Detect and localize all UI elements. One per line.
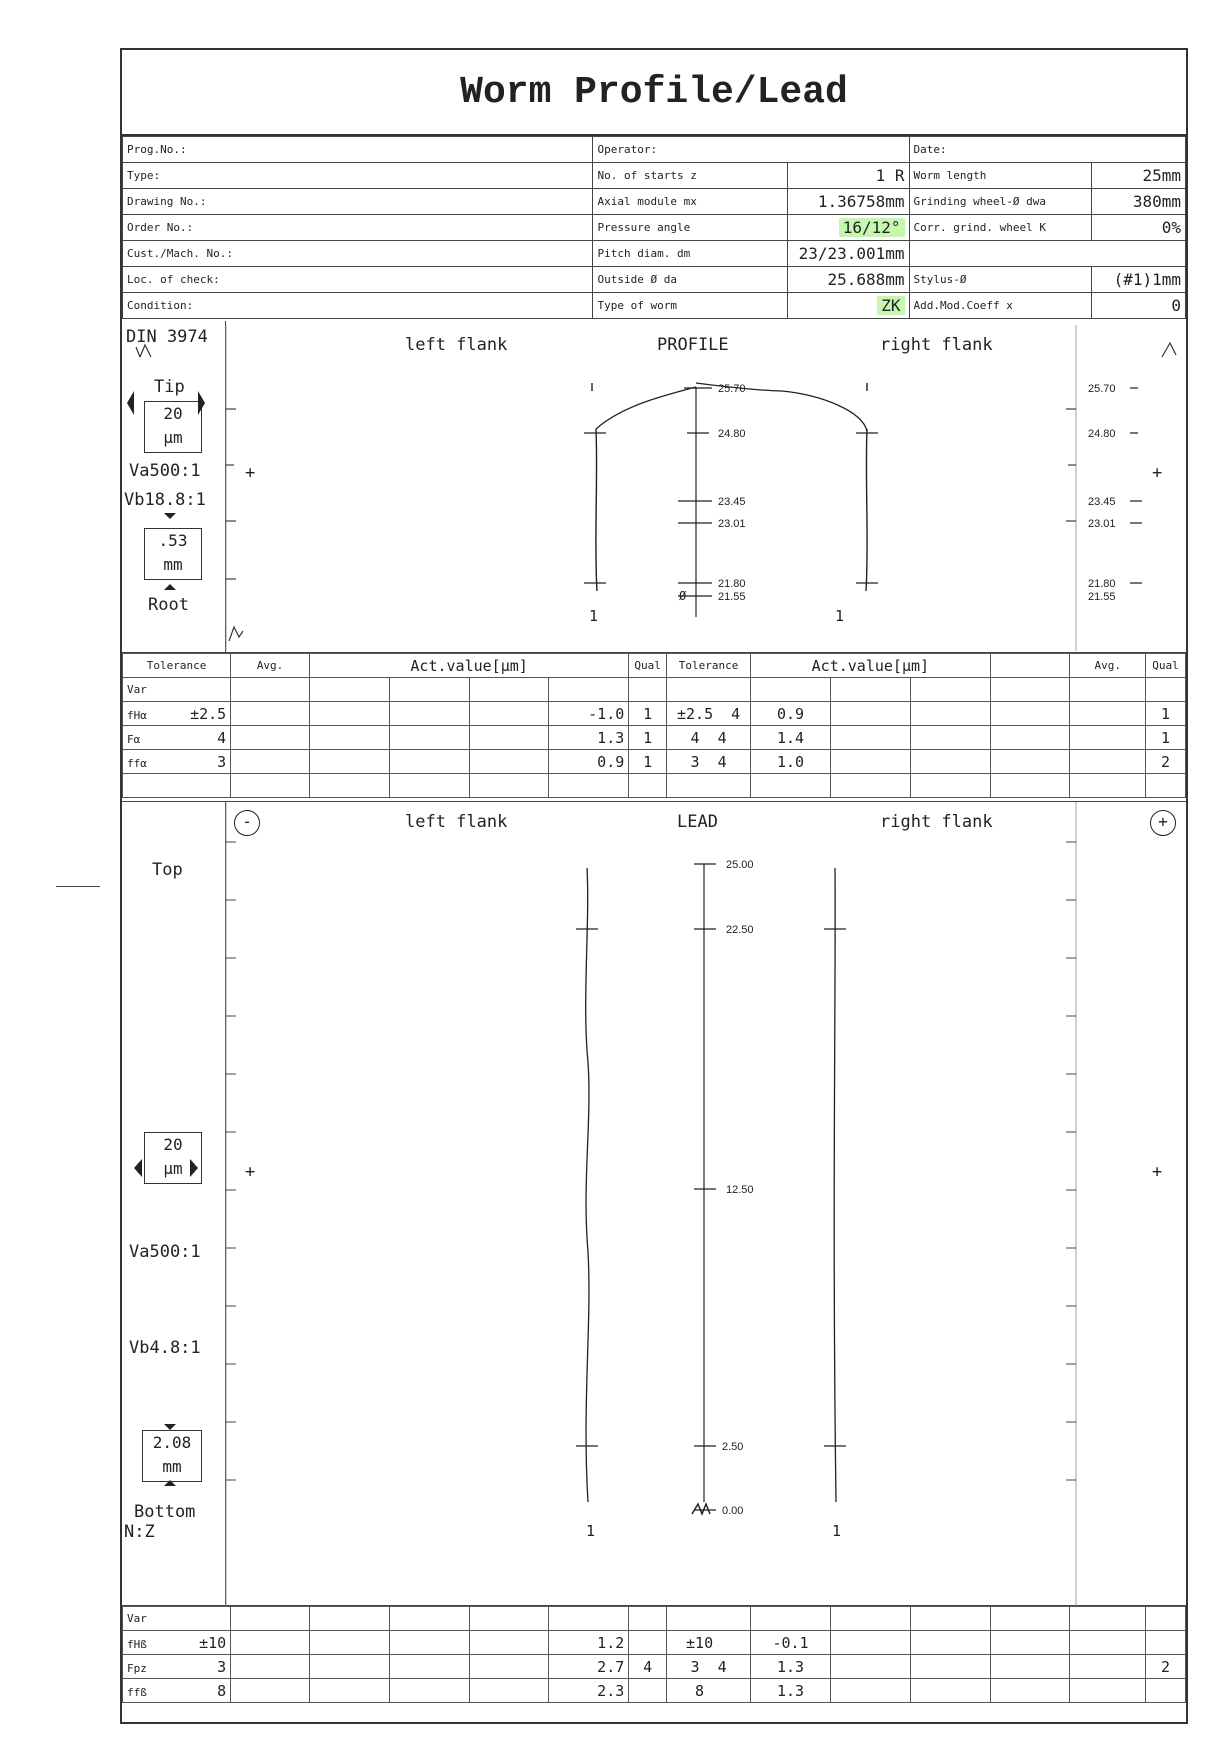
nz-label: N:Z bbox=[124, 1522, 155, 1542]
tip-label: Tip bbox=[154, 377, 185, 397]
profile-scale-a: 20 µm bbox=[144, 401, 202, 453]
top-label: Top bbox=[152, 860, 183, 880]
profile-ticks bbox=[122, 321, 1190, 653]
stylus-label: Stylus-Ø bbox=[909, 267, 1092, 293]
plus-circle-icon: + bbox=[1150, 810, 1176, 836]
prog-no-label: Prog.No.: bbox=[123, 137, 593, 163]
th-tolerance-right: Tolerance bbox=[667, 654, 751, 678]
profile-title: PROFILE bbox=[657, 335, 729, 355]
din-standard: DIN 3974 bbox=[126, 327, 208, 347]
profile-table bbox=[122, 653, 1186, 798]
scale-arrow-icon bbox=[134, 1159, 198, 1177]
th-tolerance-left: Tolerance bbox=[123, 654, 231, 678]
profile-tick-label-right: 24.80 bbox=[1088, 428, 1116, 440]
table-row: fHß ±10 1.2 ±10 -0.1 bbox=[123, 1631, 1186, 1655]
table-row: Fα 4 1.3 1 4 4 1.4 1 bbox=[123, 726, 1186, 750]
condition-label: Condition: bbox=[123, 293, 593, 319]
order-no-label: Order No.: bbox=[123, 215, 593, 241]
pitch-value: 23/23.001mm bbox=[787, 241, 909, 267]
gear-icon bbox=[692, 1504, 710, 1514]
loc-check-label: Loc. of check: bbox=[123, 267, 593, 293]
lead-table bbox=[122, 1606, 1186, 1703]
th-qual-right: Qual bbox=[1146, 654, 1186, 678]
corr-label: Corr. grind. wheel K bbox=[909, 215, 1092, 241]
lead-frame bbox=[226, 802, 1076, 1607]
profile-va: Va500:1 bbox=[129, 461, 201, 481]
bottom-label: Bottom bbox=[134, 1502, 196, 1522]
profile-tick-label: 23.01 bbox=[718, 518, 746, 530]
var-label: Var bbox=[123, 1607, 231, 1631]
grinding-value: 380mm bbox=[1092, 189, 1186, 215]
root-label: Root bbox=[148, 595, 189, 615]
report-title: Worm Profile/Lead bbox=[122, 50, 1186, 136]
lead-left-num: 1 bbox=[586, 1522, 596, 1540]
var-label: Var bbox=[123, 678, 231, 702]
th-avg-right: Avg. bbox=[1070, 654, 1146, 678]
lead-tick-label: 22.50 bbox=[726, 924, 754, 936]
th-act-value-right: Act.value[µm] bbox=[751, 654, 990, 678]
starts-label: No. of starts z bbox=[593, 163, 787, 189]
lead-right-trace bbox=[834, 868, 836, 1502]
lead-section bbox=[122, 801, 1186, 1606]
lead-left-trace bbox=[586, 868, 589, 1502]
profile-tick-label-right: 21.55 bbox=[1088, 591, 1116, 603]
profile-tick-label: 21.80 bbox=[718, 578, 746, 590]
th-avg-left: Avg. bbox=[231, 654, 310, 678]
table-row: ffß 8 2.3 8 1.3 bbox=[123, 1679, 1186, 1703]
profile-vb: Vb18.8:1 bbox=[124, 490, 206, 510]
profile-plus-right: + bbox=[1152, 463, 1163, 483]
lead-graph bbox=[122, 802, 1190, 1607]
type-worm-value: ZK bbox=[877, 296, 904, 315]
lead-plus-right: + bbox=[1152, 1162, 1163, 1182]
profile-dia-symbol: Ø bbox=[679, 589, 687, 603]
lead-tick-marks bbox=[576, 864, 846, 1510]
module-label: Axial module mx bbox=[593, 189, 787, 215]
lead-scale-a: 20 µm bbox=[144, 1132, 202, 1184]
pitch-label: Pitch diam. dm bbox=[593, 241, 787, 267]
profile-scale-b: .53 mm bbox=[144, 528, 202, 580]
lead-plus-left: + bbox=[245, 1162, 256, 1182]
worm-length-label: Worm length bbox=[909, 163, 1092, 189]
minus-circle-icon: - bbox=[234, 810, 260, 836]
profile-section bbox=[122, 321, 1186, 653]
profile-tick-marks bbox=[584, 388, 1142, 596]
stylus-value: (#1)1mm bbox=[1092, 267, 1186, 293]
profile-tick-label: 21.55 bbox=[718, 591, 746, 603]
scale-triangle-icon bbox=[164, 1424, 176, 1486]
lead-side-ticks-right bbox=[1066, 842, 1076, 1480]
profile-tick-label: 25.70 bbox=[718, 383, 746, 395]
table-row: fHα ±2.5 -1.0 1 ±2.5 4 0.9 1 bbox=[123, 702, 1186, 726]
lead-tick-label: 0.00 bbox=[722, 1505, 744, 1517]
lead-tick-label: 25.00 bbox=[726, 859, 754, 871]
lead-left-flank: left flank bbox=[405, 812, 508, 832]
lead-title: LEAD bbox=[677, 812, 718, 832]
profile-tick-label: 23.45 bbox=[718, 496, 746, 508]
starts-value: 1 R bbox=[787, 163, 909, 189]
lead-va: Va500:1 bbox=[129, 1242, 201, 1262]
pressure-value: 16/12° bbox=[839, 218, 905, 237]
profile-plus-left: + bbox=[245, 463, 256, 483]
profile-left-num: 1 bbox=[589, 607, 599, 625]
table-row: ffα 3 0.9 1 3 4 1.0 2 bbox=[123, 750, 1186, 774]
lead-side-ticks-left bbox=[226, 842, 236, 1480]
worm-length-value: 25mm bbox=[1092, 163, 1186, 189]
outside-label: Outside Ø da bbox=[593, 267, 787, 293]
margin-mark bbox=[56, 886, 100, 887]
addmod-value: 0 bbox=[1092, 293, 1186, 319]
type-label: Type: bbox=[123, 163, 593, 189]
addmod-label: Add.Mod.Coeff x bbox=[909, 293, 1092, 319]
lead-right-flank: right flank bbox=[880, 812, 993, 832]
lead-tick-label: 12.50 bbox=[726, 1184, 754, 1196]
outside-value: 25.688mm bbox=[787, 267, 909, 293]
corr-value: 0% bbox=[1092, 215, 1186, 241]
profile-tick-label-right: 23.01 bbox=[1088, 518, 1116, 530]
th-act-value-left: Act.value[µm] bbox=[309, 654, 628, 678]
profile-right-num: 1 bbox=[835, 607, 845, 625]
profile-left-flank: left flank bbox=[405, 335, 508, 355]
drawing-no-label: Drawing No.: bbox=[123, 189, 593, 215]
module-value: 1.36758mm bbox=[787, 189, 909, 215]
table-row: Fpz 3 2.7 4 3 4 1.3 2 bbox=[123, 1655, 1186, 1679]
lead-tick-label: 2.50 bbox=[722, 1441, 744, 1453]
th-qual-left: Qual bbox=[629, 654, 667, 678]
grinding-label: Grinding wheel-Ø dwa bbox=[909, 189, 1092, 215]
profile-tick-label-right: 25.70 bbox=[1088, 383, 1116, 395]
profile-tick-label: 24.80 bbox=[718, 428, 746, 440]
profile-right-flank: right flank bbox=[880, 335, 993, 355]
pressure-label: Pressure angle bbox=[593, 215, 787, 241]
date-label: Date: bbox=[909, 137, 1185, 163]
operator-label: Operator: bbox=[593, 137, 909, 163]
lead-vb: Vb4.8:1 bbox=[129, 1338, 201, 1358]
cust-mach-label: Cust./Mach. No.: bbox=[123, 241, 593, 267]
profile-tick-label-right: 23.45 bbox=[1088, 496, 1116, 508]
lead-right-num: 1 bbox=[832, 1522, 842, 1540]
lead-scale-b: 2.08 mm bbox=[142, 1430, 202, 1482]
type-worm-label: Type of worm bbox=[593, 293, 787, 319]
profile-tick-label-right: 21.80 bbox=[1088, 578, 1116, 590]
header-table bbox=[122, 136, 1186, 319]
report-sheet bbox=[120, 48, 1188, 1724]
